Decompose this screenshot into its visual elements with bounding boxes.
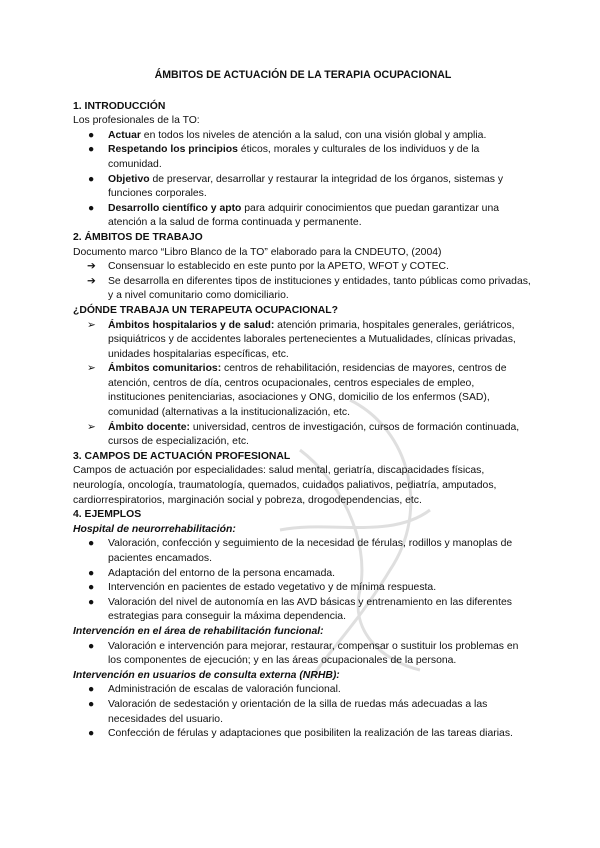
list-item: ● Valoración e intervención para mejorar, restaurar, compensar o sustituir los problemas en los componentes de ejecución; y en las áreas ocupacionales de la persona. (88, 640, 519, 667)
list-item: ● Valoración de sedestación y orientación de la silla de ruedas más adecuadas a las necesidades del usuario. (88, 698, 488, 725)
list-item: ➢ Ámbito docente: universidad, centros de investigación, cursos de formación continuada, cursos de especialización, etc. (87, 421, 520, 448)
bullet-icon: ● (88, 640, 95, 652)
list-item: ➢ Ámbitos comunitarios: centros de rehabilitación, residencias de mayores, centros de atención, centros de día, centros ocupacionales, centros especiales de empleo, instituciones penitenciarias, asociaciones y ONG, domicilio de los enfermos (SAD), comunidad (alternativas a la institucionalización, etc. (87, 363, 507, 419)
section-3-heading: 3. CAMPOS DE ACTUACIÓN PROFESIONAL (73, 450, 291, 462)
bullet-icon: ● (88, 129, 95, 141)
arrow-icon: ➔ (87, 261, 96, 273)
group-2-list (73, 640, 533, 669)
section-1-intro: Los profesionales de la TO: (73, 115, 200, 127)
group-1-title: Hospital de neurorrehabilitación: (73, 523, 236, 535)
group-2-title: Intervención en el área de rehabilitación funcional: (73, 625, 324, 637)
bullet-icon: ● (88, 728, 95, 740)
section-2-list (73, 260, 533, 304)
group-3-title: Intervención en usuarios de consulta externa (NRHB): (73, 669, 340, 681)
section-4-heading: 4. EJEMPLOS (73, 509, 142, 521)
list-item: ● Confección de férulas y adaptaciones que posibiliten la realización de las tareas diarias. (73, 727, 533, 742)
arrow-icon: ➔ (87, 275, 96, 287)
bullet-icon: ● (88, 173, 95, 185)
bullet-icon: ● (88, 684, 95, 696)
list-item: ● Objetivo de preservar, desarrollar y restaurar la integridad de los órganos, sistemas y funciones corporales. (88, 173, 504, 200)
list-item: ● Valoración del nivel de autonomía en las AVD básicas y entrenamiento en las diferentes estrategias para conseguir la máxima dependencia. (88, 596, 512, 623)
document-title: ÁMBITOS DE ACTUACIÓN DE LA TERAPIA OCUPACIONAL (154, 69, 452, 81)
bullet-icon: ● (88, 698, 95, 710)
section-1-list (73, 129, 533, 231)
bullet-icon: ● (88, 144, 95, 156)
where-list (73, 319, 533, 450)
where-heading: ¿DÓNDE TRABAJA UN TERAPEUTA OCUPACIONAL? (73, 304, 338, 316)
bullet-icon: ● (88, 596, 95, 608)
list-item: ● Intervención en pacientes de estado vegetativo y de mínima respuesta. (73, 581, 533, 596)
section-3-text: Campos de actuación por especialidades: salud mental, geriatría, discapacidades físicas, neurología, oncología, traumatología, quemados, cuidados paliativos, pediatría, amputados, cardiorrespiratorios, marginación social y pobreza, drogodependencias, etc. (73, 465, 497, 506)
list-item: ● Actuar en todos los niveles de atención a la salud, con una visión global y amplia. (73, 129, 533, 144)
list-item: ➢ Ámbitos hospitalarios y de salud: atención primaria, hospitales generales, geriátricos, psiquiátricos y de accidentes laborales pertenecientes a Mutualidades, clínicas privadas, unidades hospitalarias específicas, etc. (87, 319, 516, 360)
bullet-icon: ● (88, 582, 95, 594)
section-1-heading: 1. INTRODUCCIÓN (73, 100, 166, 112)
list-item: ➔ Se desarrolla en diferentes tipos de instituciones y entidades, tanto públicas como privadas, y a nivel comunitario como domiciliario. (87, 275, 531, 302)
list-item: ● Respetando los principios éticos, morales y culturales de los individuos y de la comunidad. (88, 144, 480, 170)
list-item: ● Valoración, confección y seguimiento de la necesidad de férulas, rodillos y manoplas de pacientes encamados. (88, 538, 513, 564)
chevron-icon: ➢ (87, 421, 96, 433)
list-item: ● Adaptación del entorno de la persona encamada. (73, 567, 533, 582)
list-item: ● Administración de escalas de valoración funcional. (73, 683, 533, 698)
section-2-intro: Documento marco “Libro Blanco de la TO” elaborado para la CNDEUTO, (2004) (73, 246, 442, 258)
section-2-heading: 2. ÁMBITOS DE TRABAJO (73, 231, 203, 243)
list-item: ➔ Consensuar lo establecido en este punto por la APETO, WFOT y COTEC. (73, 260, 533, 275)
chevron-icon: ➢ (87, 319, 96, 331)
list-item: ● Desarrollo científico y apto para adquirir conocimientos que puedan garantizar una atención a la salud de forma continuada y permanente. (88, 202, 500, 229)
group-1-list (73, 537, 533, 625)
chevron-icon: ➢ (87, 363, 96, 375)
bullet-icon: ● (88, 202, 95, 214)
bullet-icon: ● (88, 567, 95, 579)
group-3-list (73, 683, 533, 741)
bullet-icon: ● (88, 538, 95, 550)
document-page (73, 68, 533, 742)
